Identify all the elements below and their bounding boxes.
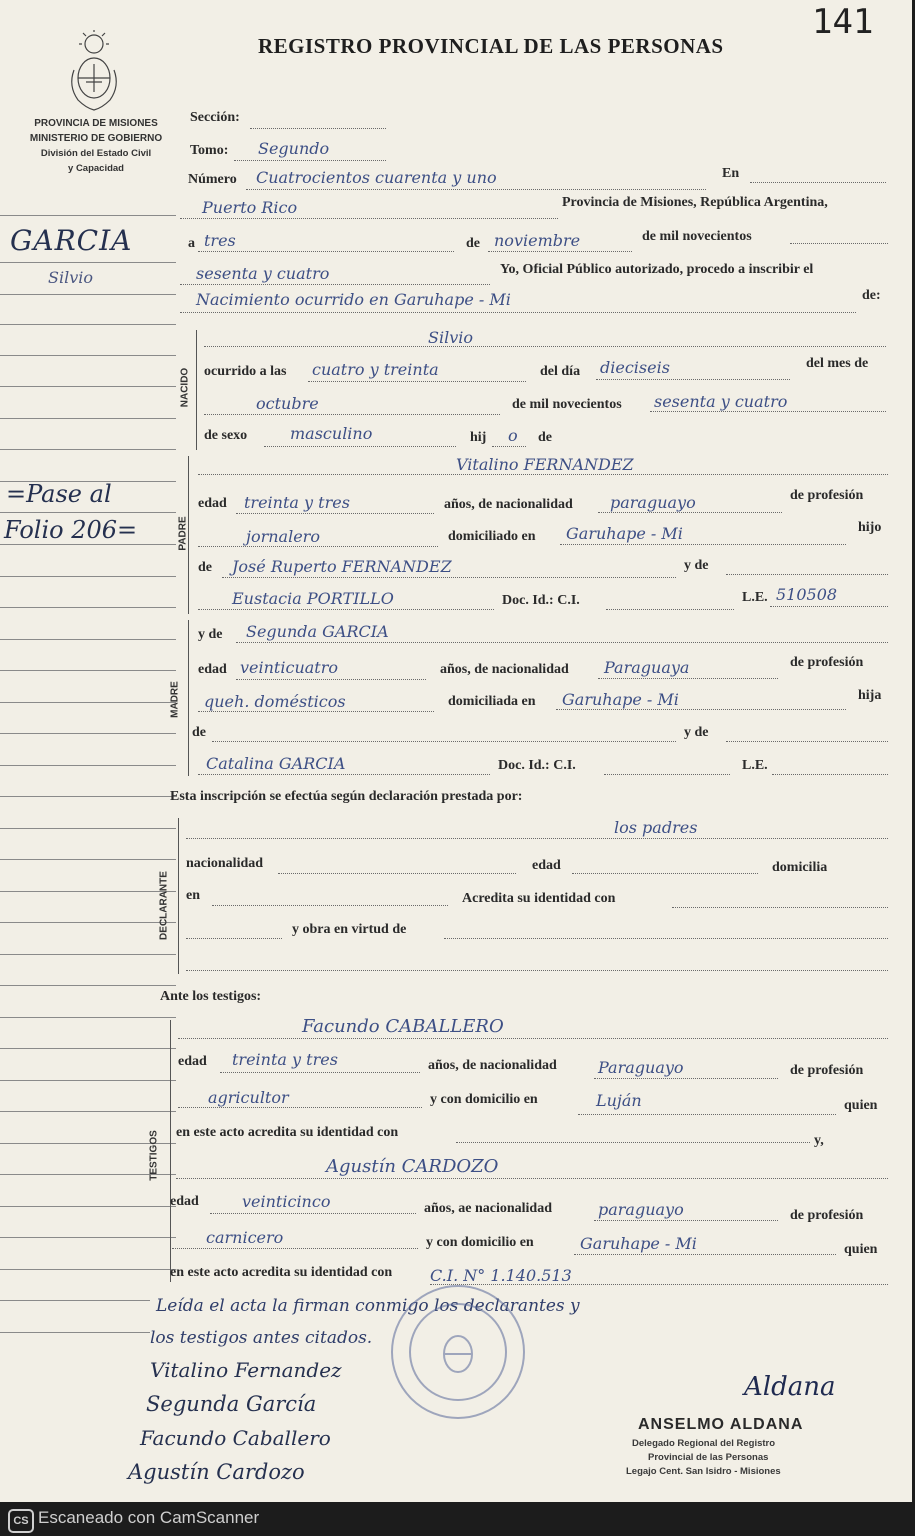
mother-age: veinticuatro [240,658,338,677]
father-le-value: 510508 [776,585,838,604]
declarante-name: los padres [614,818,698,837]
w1-acredita-label: en este acto acredita su identidad con [176,1125,399,1140]
sexo-label: de sexo [204,428,248,443]
testigos-bracket [170,1020,171,1282]
numero-value: Cuatrocientos cuarenta y uno [256,168,497,187]
declarante-acredita-label: Acredita su identidad con [462,891,616,906]
w2-anios-label: años, ae nacionalidad [424,1201,552,1216]
nacido-side-label: NACIDO [179,367,191,408]
padre-domiciliado-label: domiciliado en [448,529,536,544]
padre-profesion-label: de profesión [790,488,864,503]
margin-note-line1: =Pase al [6,480,112,508]
camscanner-logo-icon: CS [8,1509,34,1533]
w2-acredita-label: en este acto acredita su identidad con [170,1265,393,1280]
madre-edad-label: edad [198,662,227,677]
official-title3: Legajo Cent. San Isidro - Misiones [626,1466,781,1477]
w2-profesion-label: de profesión [790,1208,864,1223]
birth-month: octubre [256,394,319,413]
w1-profesion-label: de profesión [790,1063,864,1078]
father-name: Vitalino FERNANDEZ [456,455,634,474]
witness2-nationality: paraguayo [598,1200,684,1219]
declarante-obra-label: y obra en virtud de [292,922,407,937]
declaracion-text: Esta inscripción se efectúa según declaración prestada por: [170,789,523,804]
padre-side-label: PADRE [177,516,189,551]
nacido-de-label: de [538,430,552,445]
madre-doc-label: Doc. Id.: C.I. [498,758,576,773]
w2-domicilio-label: y con domicilio en [426,1235,534,1250]
mother-profession: queh. domésticos [204,692,346,711]
madre-side-label: MADRE [169,681,181,718]
capacity-line: y Capacidad [68,163,124,174]
padre-doc-label: Doc. Id.: C.I. [502,593,580,608]
father-profession: jornalero [246,527,320,546]
w1-quien-label: quien [844,1098,878,1113]
tomo-value: Segundo [258,139,330,158]
w2-edad-label: edad [170,1194,199,1209]
ocurrido-label: ocurrido a las [204,364,287,379]
witness1-profession: agricultor [208,1088,289,1107]
w1-domicilio-label: y con domicilio en [430,1092,538,1107]
nacido-mil-label: de mil novecientos [512,397,622,412]
father-domicile: Garuhape - Mi [566,524,683,543]
witness2-profession: carnicero [206,1228,284,1247]
mother-name: Segunda GARCIA [246,622,389,641]
w1-edad-label: edad [178,1054,207,1069]
witness1-age: treinta y tres [232,1050,338,1069]
witness1-name: Facundo CABALLERO [302,1016,504,1037]
madre-anios-label: años, de nacionalidad [440,662,569,677]
en-label: En [722,166,740,181]
place-value: Puerto Rico [202,198,298,217]
declarante-en-label: en [186,888,200,903]
month-value: noviembre [494,231,581,250]
seccion-label: Sección: [190,110,240,125]
scanner-text: Escaneado con CamScanner [38,1508,260,1527]
oficial-text: Yo, Oficial Público autorizado, procedo a inscribir el [500,262,814,277]
padre-anios-label: años, de nacionalidad [444,497,573,512]
madre-domiciliada-label: domiciliada en [448,694,536,709]
declarante-nacionalidad-label: nacionalidad [186,856,264,871]
testigos-side-label: TESTIGOS [148,1130,160,1181]
witness1-nationality: Paraguayo [598,1058,684,1077]
year-value: sesenta y cuatro [196,264,330,283]
signature-mother: Segunda García [146,1392,317,1416]
declarante-domicilia-label: domicilia [772,860,828,875]
signature-father: Vitalino Fernandez [150,1358,342,1382]
padre-de-label: de [198,560,212,575]
witness1-domicile: Luján [596,1091,642,1110]
birth-year: sesenta y cuatro [654,392,788,411]
folio-number: 141 [812,2,874,42]
official-name: ANSELMO ALDANA [638,1416,804,1433]
signature-witness1: Facundo Caballero [140,1426,331,1450]
division-line: División del Estado Civil [40,148,152,159]
maternal-grandmother: Catalina GARCIA [206,754,346,773]
declarante-side-label: DECLARANTE [158,871,170,940]
mother-nationality: Paraguaya [604,658,690,677]
scanner-footer [0,1502,915,1536]
hij-value: o [508,426,518,445]
padre-y-de-label: y de [684,558,709,573]
padre-le-label: L.E. [742,590,768,605]
inscribe-value: Nacimiento ocurrido en Garuhape - Mi [196,290,511,309]
mother-domicile: Garuhape - Mi [562,690,679,709]
madre-le-label: L.E. [742,758,768,773]
numero-label: Número [188,172,237,187]
del-dia-label: del día [540,364,581,379]
margin-surname: GARCIA [10,224,133,257]
page-title: REGISTRO PROVINCIAL DE LAS PERSONAS [258,34,724,58]
de-colon-label: de: [862,288,881,303]
sex-value: masculino [290,424,373,443]
father-nationality: paraguayo [610,493,696,512]
province-line: PROVINCIA DE MISIONES [34,118,158,129]
madre-y-de-label: y de [198,627,223,642]
padre-edad-label: edad [198,496,227,511]
margin-given-name: Silvio [48,268,93,287]
witness2-domicile: Garuhape - Mi [580,1234,697,1253]
madre-de-label: de [192,725,206,740]
paternal-grandfather: José Ruperto FERNANDEZ [232,557,452,576]
official-title1: Delegado Regional del Registro [632,1438,776,1449]
father-age: treinta y tres [244,493,350,512]
birth-hour: cuatro y treinta [312,360,439,379]
official-signature: Aldana [744,1372,836,1402]
margin-note-line2: Folio 206= [4,516,138,544]
madre-y-de2-label: y de [684,725,709,740]
witness2-age: veinticinco [242,1192,331,1211]
a-label: a [188,236,195,251]
padre-hijo-label: hijo [858,520,882,535]
birth-day: dieciseis [600,358,670,377]
madre-hija-label: hija [858,688,882,703]
witness2-name: Agustín CARDOZO [326,1156,499,1177]
nacido-bracket [196,330,197,450]
tomo-label: Tomo: [190,143,229,158]
w1-anios-label: años, de nacionalidad [428,1058,557,1073]
child-name: Silvio [428,328,473,347]
closing-line2: los testigos antes citados. [150,1328,373,1348]
del-mes-label: del mes de [806,356,869,371]
madre-profesion-label: de profesión [790,655,864,670]
declarante-edad-label: edad [532,858,561,873]
closing-line1: Leída el acta la firman conmigo los declarantes y [156,1296,580,1316]
official-title2: Provincial de las Personas [648,1452,769,1463]
w1-y-label: y, [814,1133,824,1148]
registry-stamp-icon [388,1282,528,1422]
hij-label: hij [470,430,487,445]
signature-witness2: Agustín Cardozo [128,1460,305,1484]
declarante-bracket [178,818,179,974]
w2-quien-label: quien [844,1242,878,1257]
mil-label: de mil novecientos [642,229,752,244]
madre-bracket [188,620,189,776]
witness2-id: C.I. N° 1.140.513 [430,1266,572,1285]
province-text: Provincia de Misiones, República Argentina, [562,195,828,210]
de-label: de [466,236,480,251]
paternal-grandmother: Eustacia PORTILLO [232,589,394,608]
ministry-line: MINISTERIO DE GOBIERNO [29,133,163,144]
testigos-ante-label: Ante los testigos: [160,989,262,1004]
day-value: tres [204,231,236,250]
